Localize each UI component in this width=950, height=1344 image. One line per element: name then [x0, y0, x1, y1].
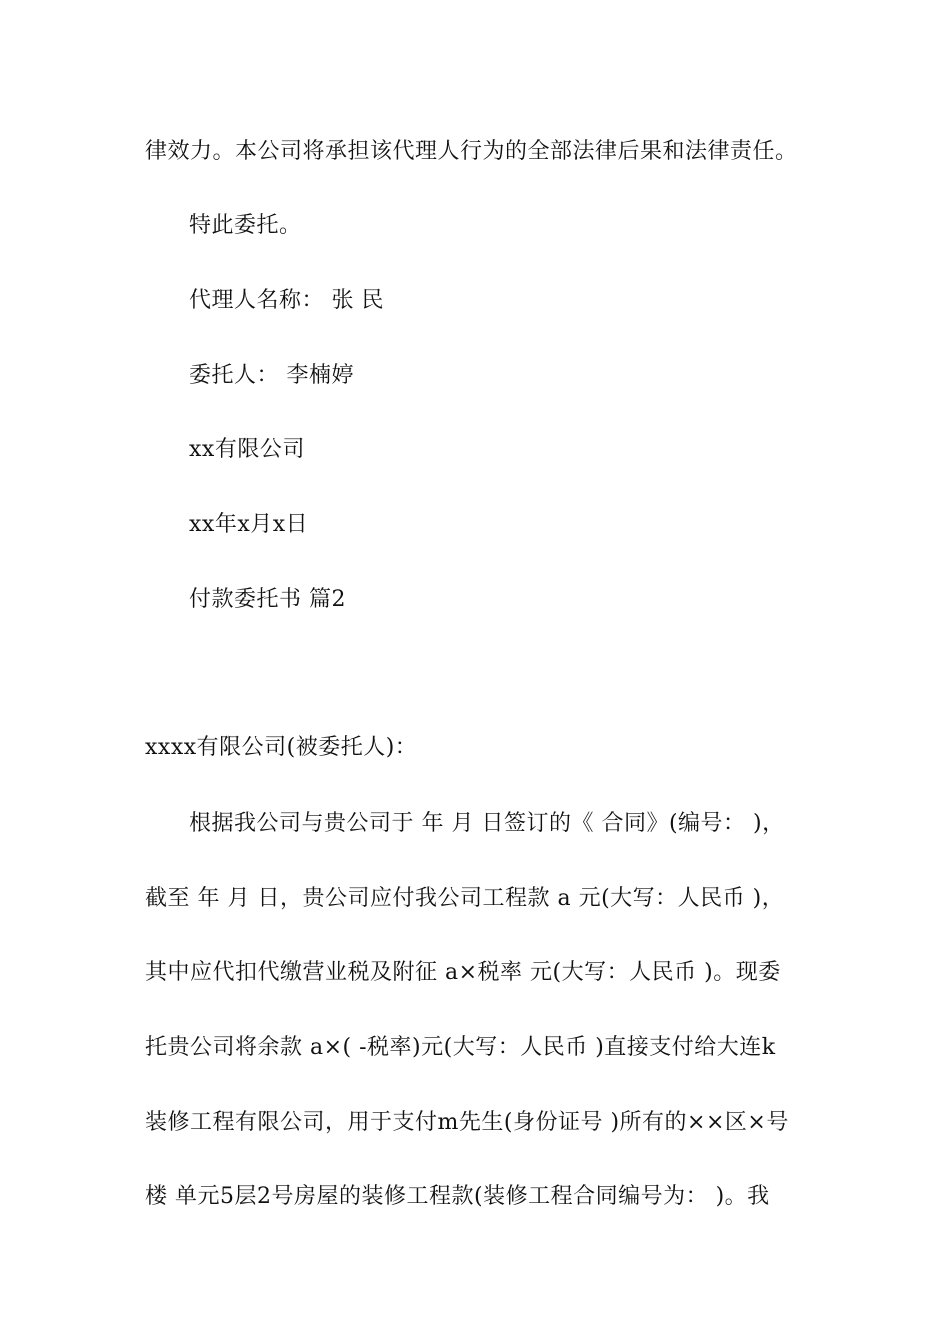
- company-name: xx有限公司: [189, 437, 305, 462]
- paragraph-line: 根据我公司与贵公司于 年 月 日签订的《 合同》(编号： )，: [189, 811, 785, 836]
- paragraph-line: 律效力。本公司将承担该代理人行为的全部法律后果和法律责任。: [145, 139, 798, 164]
- closing-phrase: 特此委托。: [189, 213, 302, 238]
- paragraph-line: 截至 年 月 日，贵公司应付我公司工程款 a 元(大写：人民币 )，: [145, 886, 785, 911]
- date-line: xx年x月x日: [189, 512, 309, 537]
- paragraph-line: 其中应代扣代缴营业税及附征 a×税率 元(大写：人民币 )。现委: [145, 960, 781, 985]
- agent-name-line: 代理人名称： 张 民: [189, 288, 384, 313]
- salutation: xxxx有限公司(被委托人)：: [145, 735, 418, 760]
- paragraph-line: 装修工程有限公司，用于支付m先生(身份证号 )所有的××区×号: [145, 1110, 789, 1135]
- paragraph-line: 楼 单元5层2号房屋的装修工程款(装修工程合同编号为： )。我: [145, 1184, 770, 1209]
- principal-line: 委托人： 李楠婷: [189, 363, 354, 388]
- paragraph-line: 托贵公司将余款 a×( -税率)元(大写：人民币 )直接支付给大连k: [145, 1035, 776, 1060]
- section-heading: 付款委托书 篇2: [189, 587, 346, 612]
